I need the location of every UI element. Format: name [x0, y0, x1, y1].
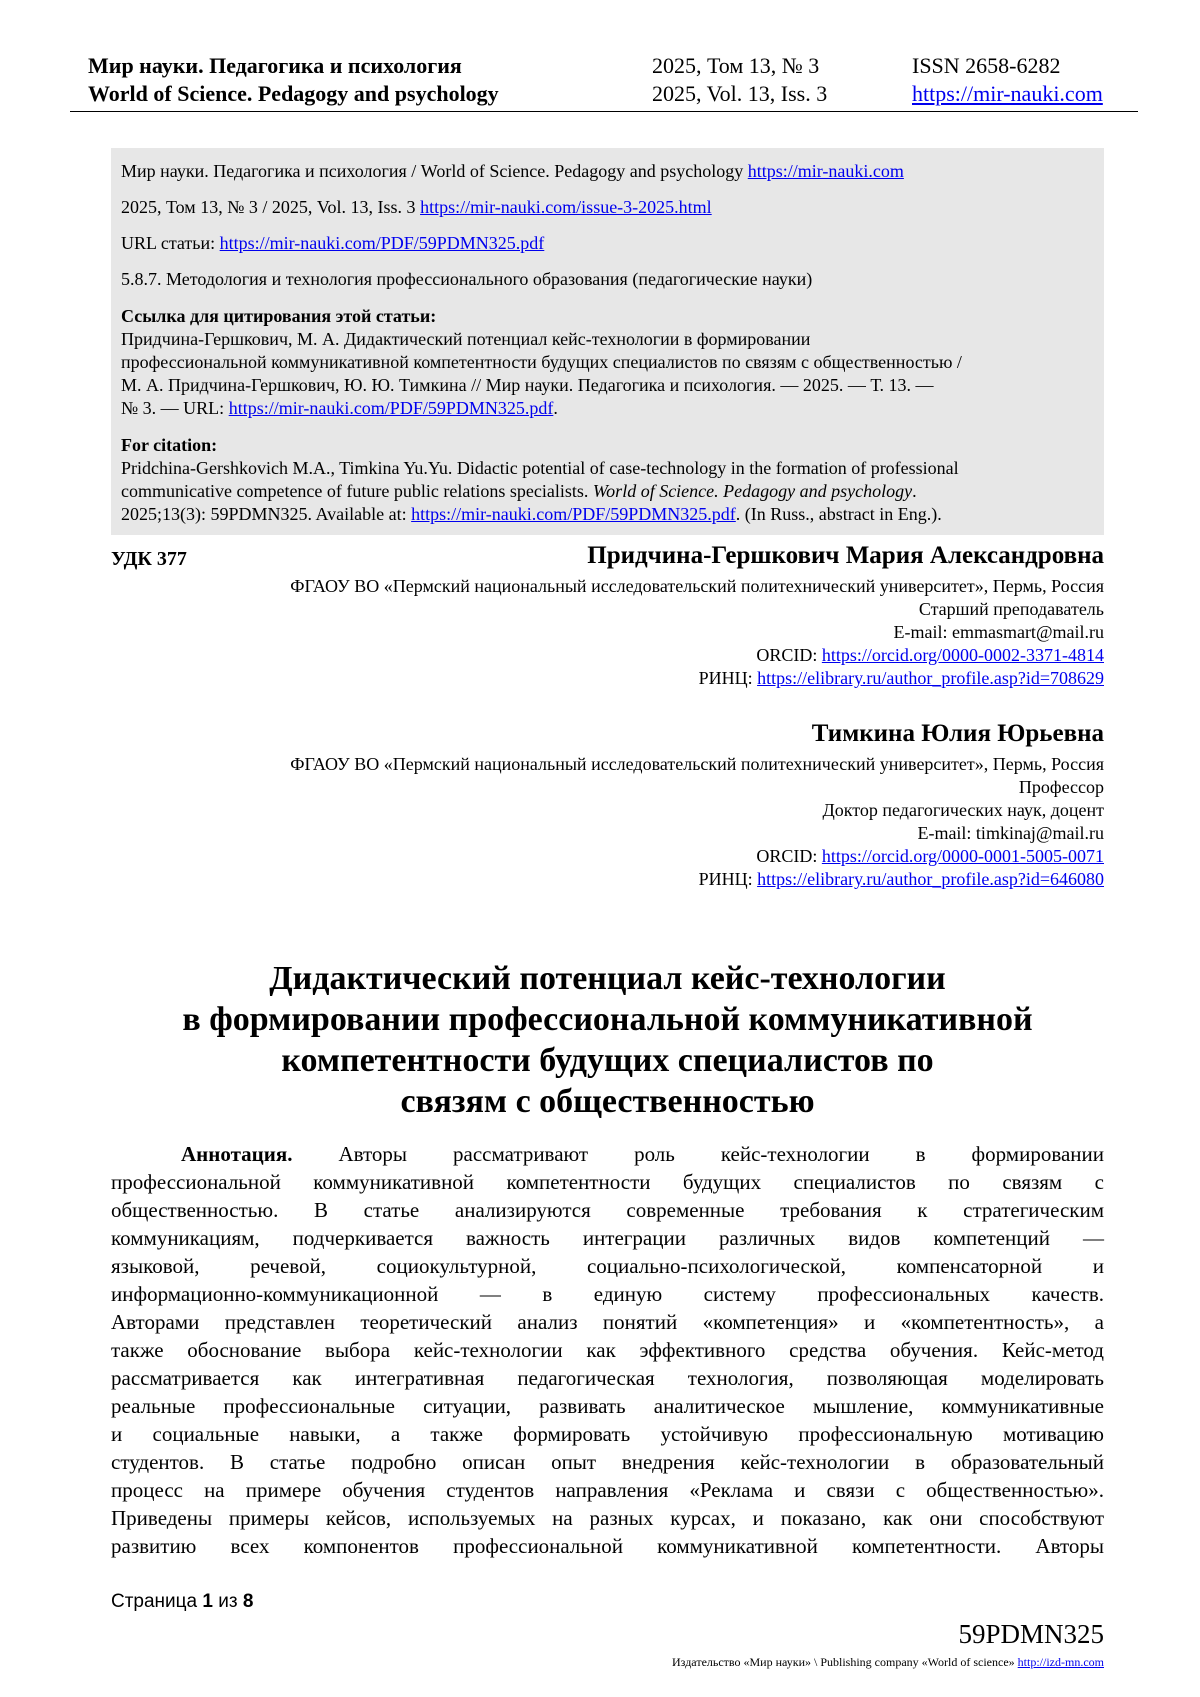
page-number: Страница 1 из 8 — [111, 1591, 254, 1612]
citation-en-heading: For citation: — [121, 435, 218, 455]
orcid-link[interactable]: https://orcid.org/0000-0002-3371-4814 — [821, 645, 1104, 665]
author-email: E-mail: emmasmart@mail.ru — [893, 622, 1104, 642]
issue-en: 2025, Vol. 13, Iss. 3 — [652, 81, 828, 106]
orcid-link[interactable]: https://orcid.org/0000-0001-5005-0071 — [821, 846, 1104, 866]
publisher-line: Издательство «Мир науки» \ Publishing company «World of science» http://izd-mn.com — [672, 1655, 1104, 1669]
abstract-line: реальные профессиональные ситуации, развивать аналитическое мышление, коммуникативные — [111, 1394, 1104, 1418]
author-rinc: РИНЦ: https://elibrary.ru/author_profile.asp?id=708629 — [698, 668, 1104, 688]
udk-code: УДК 377 — [111, 548, 187, 570]
publisher-link[interactable]: http://izd-mn.com — [1017, 1655, 1104, 1669]
author-email: E-mail: timkinaj@mail.ru — [917, 823, 1104, 843]
abstract-line: процесс на примере обучения студентов направления «Реклама и связи с общественностью». — [111, 1478, 1104, 1502]
abstract-line: информационно-коммуникационной — в единую систему профессиональных качеств. — [111, 1282, 1104, 1306]
abstract-line: и социальные навыки, а также формировать устойчивую профессиональную мотивацию — [111, 1422, 1104, 1446]
author-name: Придчина-Гершкович Мария Александровна — [587, 542, 1104, 569]
running-header — [88, 52, 1138, 108]
citation-en: For citation: Pridchina-Gershkovich M.A., Timkina Yu.Yu. Didactic potential of case-technology in the formation of professional communicative competence of future public relations specialists. World of Science. Pedagogy and psychology. 2025;13(3): 59PDMN325. Available at: https://mir-nauki.com/PDF/59PDMN325.pdf. (In Russ., abstract in Eng.). — [121, 435, 959, 524]
citation-ru-heading: Ссылка для цитирования этой статьи: — [121, 306, 437, 326]
abstract-line: коммуникациям, подчеркивается важность интеграции различных видов компетенций — — [111, 1226, 1104, 1250]
article-url-link[interactable]: https://mir-nauki.com/PDF/59PDMN325.pdf — [219, 233, 545, 253]
rinc-link[interactable]: https://elibrary.ru/author_profile.asp?id=646080 — [757, 869, 1104, 889]
author-orcid: ORCID: https://orcid.org/0000-0002-3371-4814 — [756, 645, 1104, 665]
journal-title-en: World of Science. Pedagogy and psychology — [88, 81, 499, 106]
abstract-label: Аннотация. — [181, 1142, 293, 1166]
author-affiliation: ФГАОУ ВО «Пермский национальный исследовательский политехнический университет», Пермь, Россия — [290, 754, 1104, 774]
author-rinc: РИНЦ: https://elibrary.ru/author_profile.asp?id=646080 — [698, 869, 1104, 889]
journal-title-ru: Мир науки. Педагогика и психология — [88, 53, 462, 78]
info-url-line: URL статьи: https://mir-nauki.com/PDF/59PDMN325.pdf — [121, 233, 545, 253]
journal-link[interactable]: https://mir-nauki.com — [747, 161, 904, 181]
abstract-line: студентов. В статье подробно описан опыт внедрения кейс-технологии в образовательный — [111, 1450, 1104, 1474]
author-name: Тимкина Юлия Юрьевна — [811, 720, 1104, 747]
citation-en-link[interactable]: https://mir-nauki.com/PDF/59PDMN325.pdf — [411, 504, 736, 524]
citation-ru-link[interactable]: https://mir-nauki.com/PDF/59PDMN325.pdf — [228, 398, 554, 418]
abstract — [111, 1140, 1104, 1560]
specialty-code: 5.8.7. Методология и технология профессионального образования (педагогические науки) — [121, 269, 813, 289]
journal-site-link[interactable]: https://mir-nauki.com — [912, 81, 1103, 106]
citation-ru: Ссылка для цитирования этой статьи: Придчина-Гершкович, М. А. Дидактический потенциал кейс-технологии в формировании профессиональной коммуникативной компетентности будущих специалистов по связям с общественностью / М. А. Придчина-Гершкович, Ю. Ю. Тимкина // Мир науки. Педагогика и психология. — 2025. — Т. 13. — № 3. — URL: https://mir-nauki.com/PDF/59PDMN325.pdf. — [121, 306, 962, 418]
abstract-line: профессиональной коммуникативной компетентности будущих специалистов по связям с — [111, 1170, 1104, 1194]
abstract-line: общественностью. В статье анализируются современные требования к стратегическим — [111, 1198, 1104, 1222]
issue-ru: 2025, Том 13, № 3 — [652, 53, 820, 78]
abstract-line: Приведены примеры кейсов, используемых на разных курсах, и показано, как они способствуют — [111, 1506, 1104, 1530]
info-issue-line: 2025, Том 13, № 3 / 2025, Vol. 13, Iss. 3 https://mir-nauki.com/issue-3-2025.html — [121, 197, 712, 217]
info-journal-line: Мир науки. Педагогика и психология / World of Science. Pedagogy and psychology https://mir-nauki.com — [121, 161, 904, 181]
abstract-line: языковой, речевой, социокультурной, социально-психологической, компенсаторной и — [111, 1254, 1104, 1278]
author-position: Профессор — [1018, 777, 1104, 797]
article-info-box — [111, 148, 1104, 535]
rinc-link[interactable]: https://elibrary.ru/author_profile.asp?id=708629 — [757, 668, 1104, 688]
author-degree: Доктор педагогических наук, доцент — [822, 800, 1104, 820]
author-orcid: ORCID: https://orcid.org/0000-0001-5005-0071 — [756, 846, 1104, 866]
abstract-line: также обоснование выбора кейс-технологии как эффективного средства обучения. Кейс-метод — [111, 1338, 1104, 1362]
author-block-2 — [111, 718, 1104, 891]
abstract-line: развитию всех компонентов профессиональной коммуникативной компетентности. Авторы — [111, 1534, 1104, 1558]
author-position: Старший преподаватель — [918, 599, 1104, 619]
issue-link[interactable]: https://mir-nauki.com/issue-3-2025.html — [420, 197, 712, 217]
issn: ISSN 2658-6282 — [912, 53, 1061, 78]
abstract-line: Авторами представлен теоретический анализ понятий «компетенция» и «компетентность», а — [111, 1310, 1104, 1334]
author-block-1 — [111, 540, 1104, 690]
article-code: 59PDMN325 — [958, 1619, 1104, 1649]
abstract-line: рассматривается как интегративная педагогическая технология, позволяющая моделировать — [111, 1366, 1104, 1390]
abstract-line: Аннотация. Авторы рассматривают роль кейс-технологии в формировании — [181, 1142, 1104, 1166]
author-affiliation: ФГАОУ ВО «Пермский национальный исследовательский политехнический университет», Пермь, Россия — [290, 576, 1104, 596]
article-title: Дидактический потенциал кейс-технологии в формировании профессиональной коммуникативной компетентности будущих специалистов по связям с общественностью — [182, 960, 1033, 1120]
header-divider — [70, 111, 1138, 112]
